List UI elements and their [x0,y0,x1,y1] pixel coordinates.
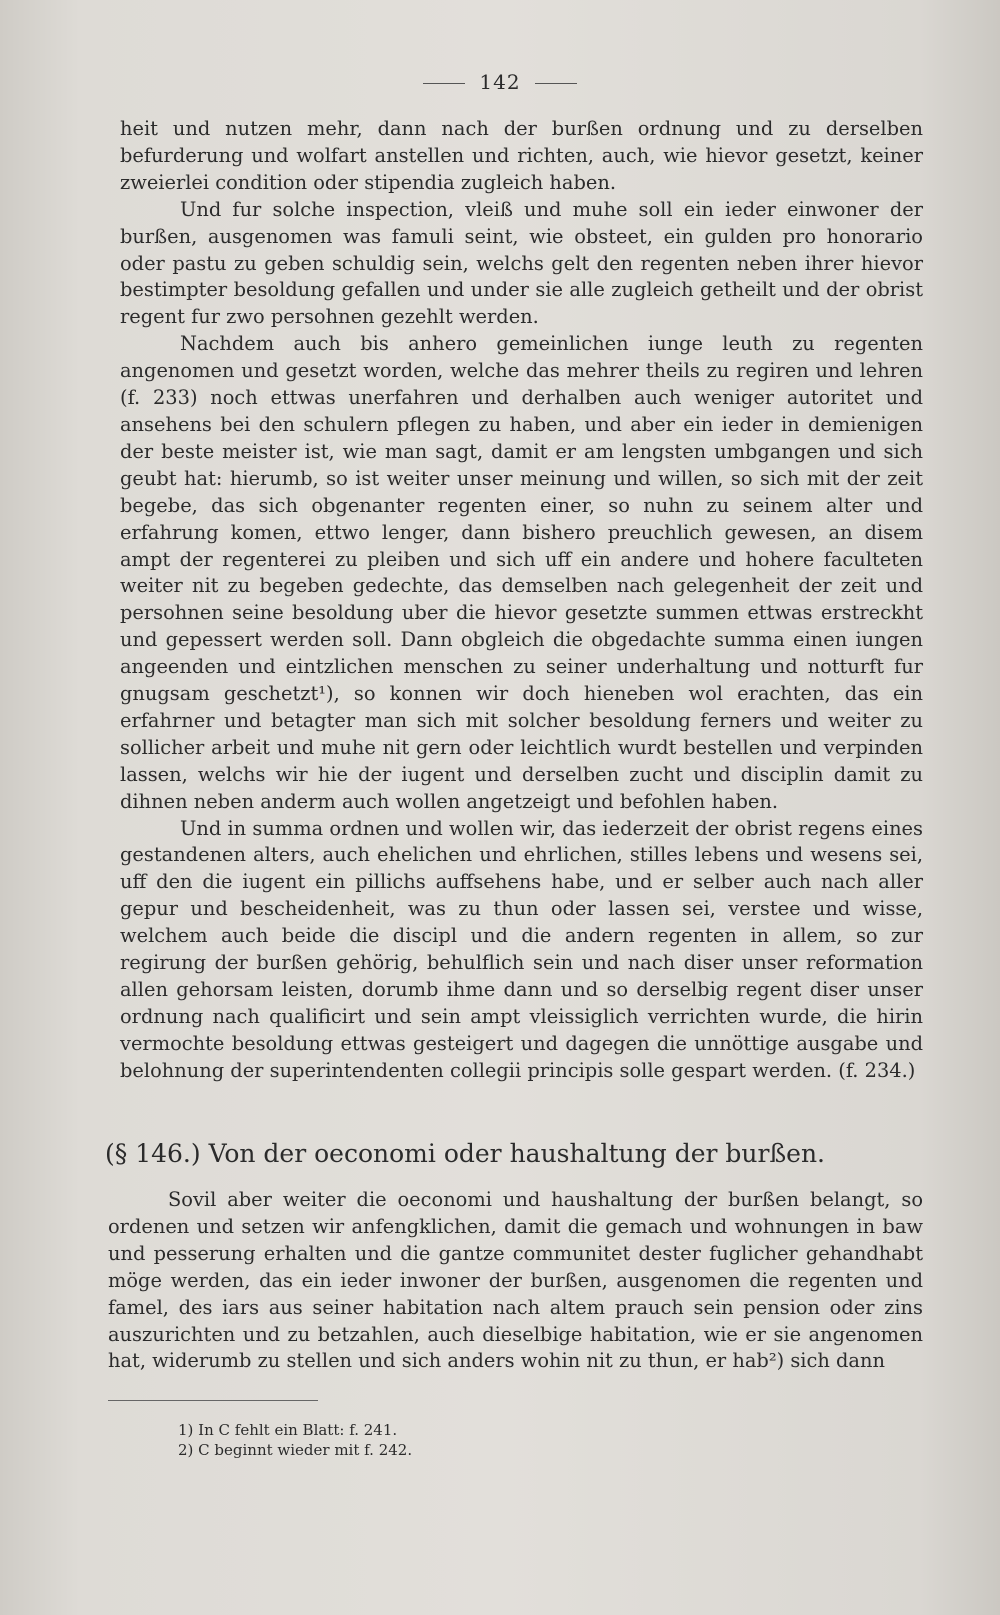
paragraph-obrist-regens: Und in summa ordnen und wollen wir, das iederzeit der obrist regens eines gestandenen alters, auch ehelichen und ehrlichen, stilles lebens und wesens sei, uff den die iugent ein pillichs auffsehens habe, und er selber auch nach aller gepur und bescheidenheit, was zu thun oder lassen sei, verstee und wisse, welchem auch beide die discipl und die andern regenten in allem, so zur regirung der burßen gehörig, behulflich sein und nach diser unser reformation allen gehorsam leisten, dorumb ihme dann und so derselbig regent diser unser ordnung nach qualificirt und sein ampt vleissiglich verrichten wurde, die hirin vermochte besoldung ettwas gesteigert und dagegen die unnöttige ausgabe und belohnung der superintendenten collegii principis solle gespart werden. (f. 234.) [120,816,923,1082]
section-text [108,1187,923,1375]
page-header [0,70,1000,94]
main-text [120,116,923,1085]
paragraph-inspection: Und fur solche inspection, vleiß und muhe soll ein ieder einwoner der burßen, ausgenomen was famuli seint, wie obsteet, ein gulden pro honorario oder pastu zu geben schuldig sein, welchs gelt den regenten neben ihrer hievor bestimpter besoldung gefallen und under sie alle zugleich getheilt und der obrist regent fur zwo persohnen gezehlt werden. [120,197,923,329]
paragraph-oeconomi: Sovil aber weiter die oeconomi und haushaltung der burßen belangt, so ordenen und setzen wir anfengklichen, damit die gemach und wohnungen in baw und pesserung erhalten und die gantze communitet dester fuglicher gehandhabt möge werden, das ein ieder inwoner der burßen, ausgenomen die regenten und famel, des iars aus seiner habitation nach altem prauch sein pension oder zins auszurichten und zu betzahlen, auch dieselbige habitation, wie er sie angenomen hat, widerumb zu stellen und sich anders wohin nit zu thun, er hab²) sich dann [108,1188,923,1373]
footnote-2: 2) C beginnt wieder mit f. 242. [178,1441,413,1459]
section-heading: (§ 146.) Von der oeconomi oder haushaltung der burßen. [105,1139,825,1168]
footnote-rule [108,1400,318,1401]
paragraph-regenten: Nachdem auch bis anhero gemeinlichen iunge leuth zu regenten angenomen und gesetzt worden, welche das mehrer theils zu regiren und lehren (f. 233) noch ettwas unerfahren und derhalben auch weniger autoritet und ansehens bei den schulern pflegen zu haben, und aber ein ieder in demienigen der beste meister ist, wie man sagt, damit er am lengsten umbgangen und sich geubt hat: hierumb, so ist weiter unser meinung und willen, so sich mit der zeit begebe, das sich obgenanter regenten einer, so nuhn zu seinem alter und erfahrung komen, ettwo lenger, dann bishero preuchlich gewesen, an disem ampt der regenterei zu pleiben und sich uff ein andere und hohere faculteten weiter nit zu begeben gedechte, das demselben nach gelegenheit der zeit und persohnen seine besoldung uber die hievor gesetzte summen ettwas erstreckht und gepessert werden soll. Dann obgleich die obgedachte summa einen iungen angeenden und eintzlichen menschen zu seiner underhaltung und notturft fur gnugsam geschetzt¹), so konnen wir doch hieneben wol erachten, das ein erfahrner und betagter man sich mit solcher besoldung ferners und weiter zu sollicher arbeit und muhe nit gern oder leichtlich wurdt bestellen und verpinden lassen, welchs wir hie der iugent und derselben zucht und disciplin damit zu dihnen neben anderm auch wollen angetzeigt und befohlen haben. [120,332,923,813]
paragraph-continuation: heit und nutzen mehr, dann nach der burßen ordnung und zu derselben befurderung und wolfart anstellen und richten, auch, wie hievor gesetzt, keiner zweierlei condition oder stipendia zugleich haben. [120,117,923,194]
header-rule-right [535,83,577,84]
header-rule-left [423,83,465,84]
footnotes [178,1420,412,1460]
footnote-1: 1) In C fehlt ein Blatt: f. 241. [178,1421,398,1439]
page-number: 142 [479,70,521,94]
